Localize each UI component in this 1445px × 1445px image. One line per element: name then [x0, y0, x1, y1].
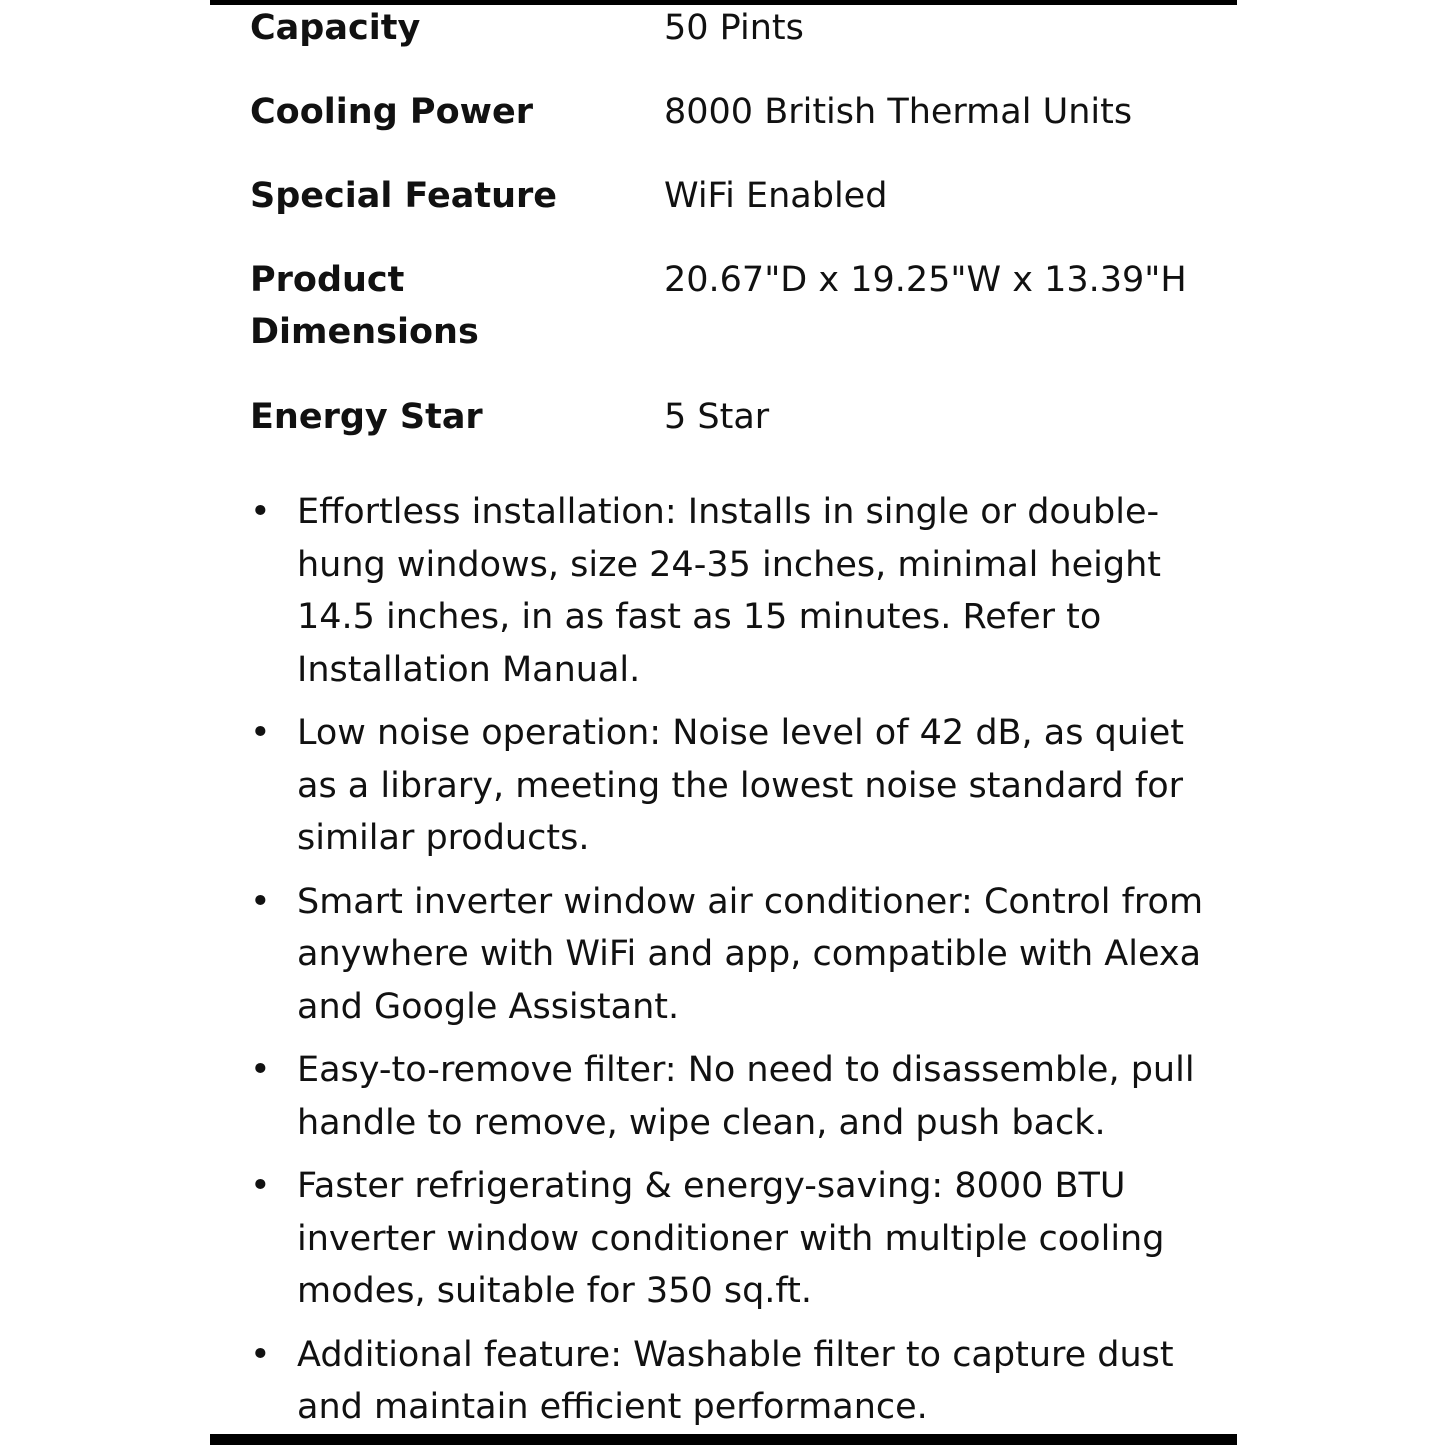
feature-text: Additional feature: Washable filter to capture dust and maintain efficient performance. [297, 1334, 1174, 1427]
bullet-icon: • [250, 492, 271, 532]
spec-label: Product Dimensions [250, 260, 479, 352]
list-item [250, 1160, 1210, 1318]
bullet-icon: • [250, 1166, 271, 1206]
bullet-icon: • [250, 1050, 271, 1090]
list-item [250, 486, 1210, 696]
spec-value: 50 Pints [664, 8, 804, 48]
spec-label: Energy Star [250, 397, 483, 437]
spec-label: Special Feature [250, 176, 558, 216]
feature-text: Smart inverter window air conditioner: Control from anywhere with WiFi and app, compatible with Alexa and Google Assistant. [297, 881, 1204, 1027]
bullet-icon: • [250, 881, 271, 922]
spec-label: Cooling Power [250, 92, 533, 132]
feature-text: Faster refrigerating & energy-saving: 8000 BTU inverter window conditioner with multiple cooling modes, suitable for 350 sq.ft. [297, 1166, 1165, 1311]
spec-label: Capacity [250, 8, 421, 48]
feature-list [250, 486, 1210, 1445]
feature-text: Low noise operation: Noise level of 42 dB, as quiet as a library, meeting the lowest noise standard for similar products. [297, 713, 1184, 858]
spec-value: WiFi Enabled [664, 176, 888, 216]
spec-value: 8000 British Thermal Units [664, 92, 1133, 132]
spec-value: 20.67"D x 19.25"W x 13.39"H [664, 260, 1187, 300]
spec-value: 5 Star [664, 397, 770, 437]
feature-text: Easy-to-remove filter: No need to disassemble, pull handle to remove, wipe clean, and push back. [297, 1050, 1195, 1143]
list-item [250, 1044, 1210, 1149]
list-item [250, 1329, 1210, 1434]
list-item [250, 876, 1210, 1034]
feature-text: Effortless installation: Installs in single or double-hung windows, size 24-35 inches, minimal height 14.5 inches, in as fast as 15 minutes. Refer to Installation Manual. [297, 492, 1162, 690]
bottom-border-bar [210, 1434, 1237, 1445]
bullet-icon: • [250, 1334, 271, 1375]
list-item [250, 707, 1210, 865]
bullet-icon: • [250, 713, 271, 753]
